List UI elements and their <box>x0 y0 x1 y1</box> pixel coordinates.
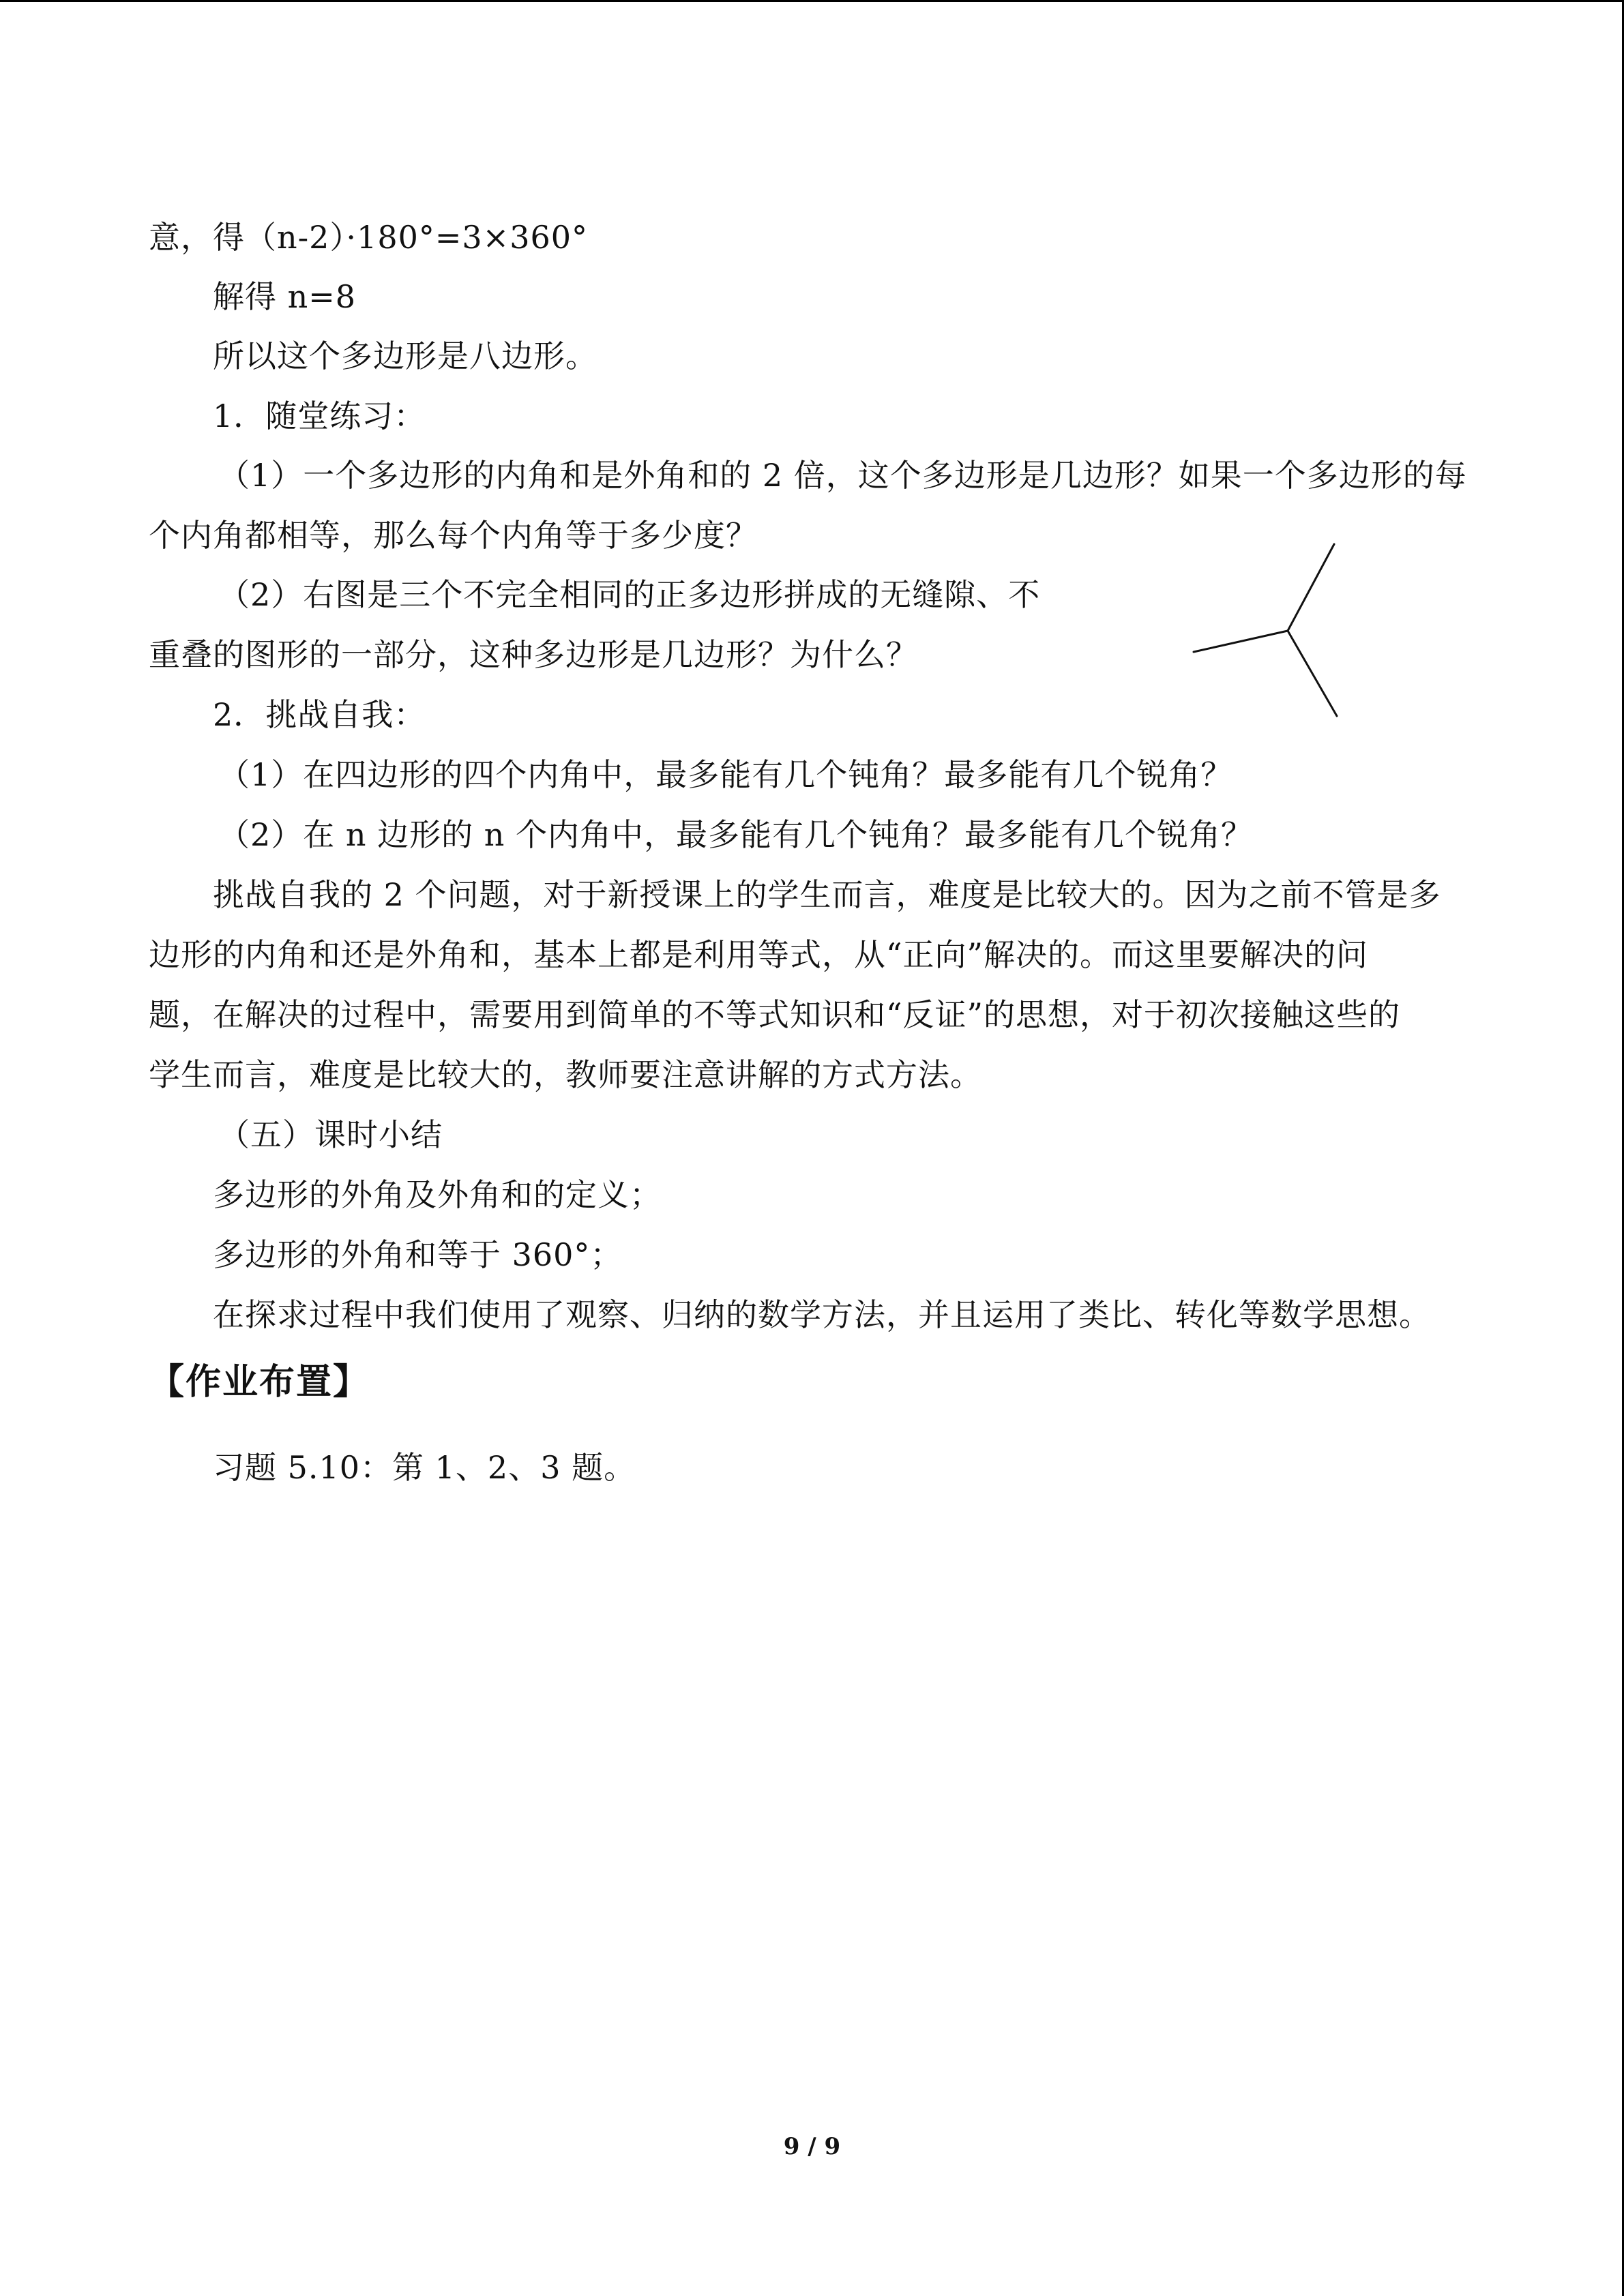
paragraph-line: 解得 n=8 <box>213 278 357 315</box>
paragraph-line: 边形的内角和还是外角和，基本上都是利用等式，从“正向”解决的。而这里要解决的问 <box>149 936 1369 973</box>
paragraph-line: （2）在 n 边形的 n 个内角中，最多能有几个钝角？最多能有几个锐角？ <box>218 816 1254 853</box>
polygon-vertex-figure <box>1180 532 1350 723</box>
paragraph-line: 2．挑战自我： <box>213 696 426 733</box>
paragraph-line: 1．随堂练习： <box>213 398 426 434</box>
paragraph-line: 个内角都相等，那么每个内角等于多少度？ <box>149 517 758 554</box>
paragraph-line: 重叠的图形的一部分，这种多边形是几边形？为什么？ <box>149 636 918 673</box>
page-border-top <box>0 0 1624 2</box>
paragraph-line: （五）课时小结 <box>218 1116 443 1153</box>
paragraph-line: （2）右图是三个不完全相同的正多边形拼成的无缝隙、不 <box>218 576 1041 613</box>
paragraph-line: 在探求过程中我们使用了观察、归纳的数学方法，并且运用了类比、转化等数学思想。 <box>213 1296 1431 1333</box>
paragraph-line: 题，在解决的过程中，需要用到简单的不等式知识和“反证”的思想，对于初次接触这些的 <box>149 996 1401 1033</box>
homework-line: 习题 5.10：第 1、2、3 题。 <box>213 1449 636 1486</box>
paragraph-line: （1）一个多边形的内角和是外角和的 2 倍，这个多边形是几边形？如果一个多边形的每 <box>218 457 1467 494</box>
figure-edge-lower <box>1288 631 1337 716</box>
paragraph-line: 多边形的外角和等于 360°； <box>213 1236 623 1273</box>
section-heading: 【作业布置】 <box>149 1362 370 1403</box>
figure-edge-left <box>1194 631 1288 652</box>
page-number: 9 / 9 <box>783 2133 841 2160</box>
paragraph-line: （1）在四边形的四个内角中，最多能有几个钝角？最多能有几个锐角？ <box>218 756 1233 793</box>
paragraph-line: 意，得（n-2）·180°=3×360° <box>149 219 589 256</box>
paragraph-line: 学生而言，难度是比较大的，教师要注意讲解的方式方法。 <box>149 1056 982 1093</box>
paragraph-line: 挑战自我的 2 个问题，对于新授课上的学生而言，难度是比较大的。因为之前不管是多 <box>213 876 1441 913</box>
paragraph-line: 多边形的外角及外角和的定义； <box>213 1176 662 1213</box>
paragraph-line: 所以这个多边形是八边形。 <box>213 338 597 374</box>
figure-edge-upper <box>1288 544 1334 631</box>
